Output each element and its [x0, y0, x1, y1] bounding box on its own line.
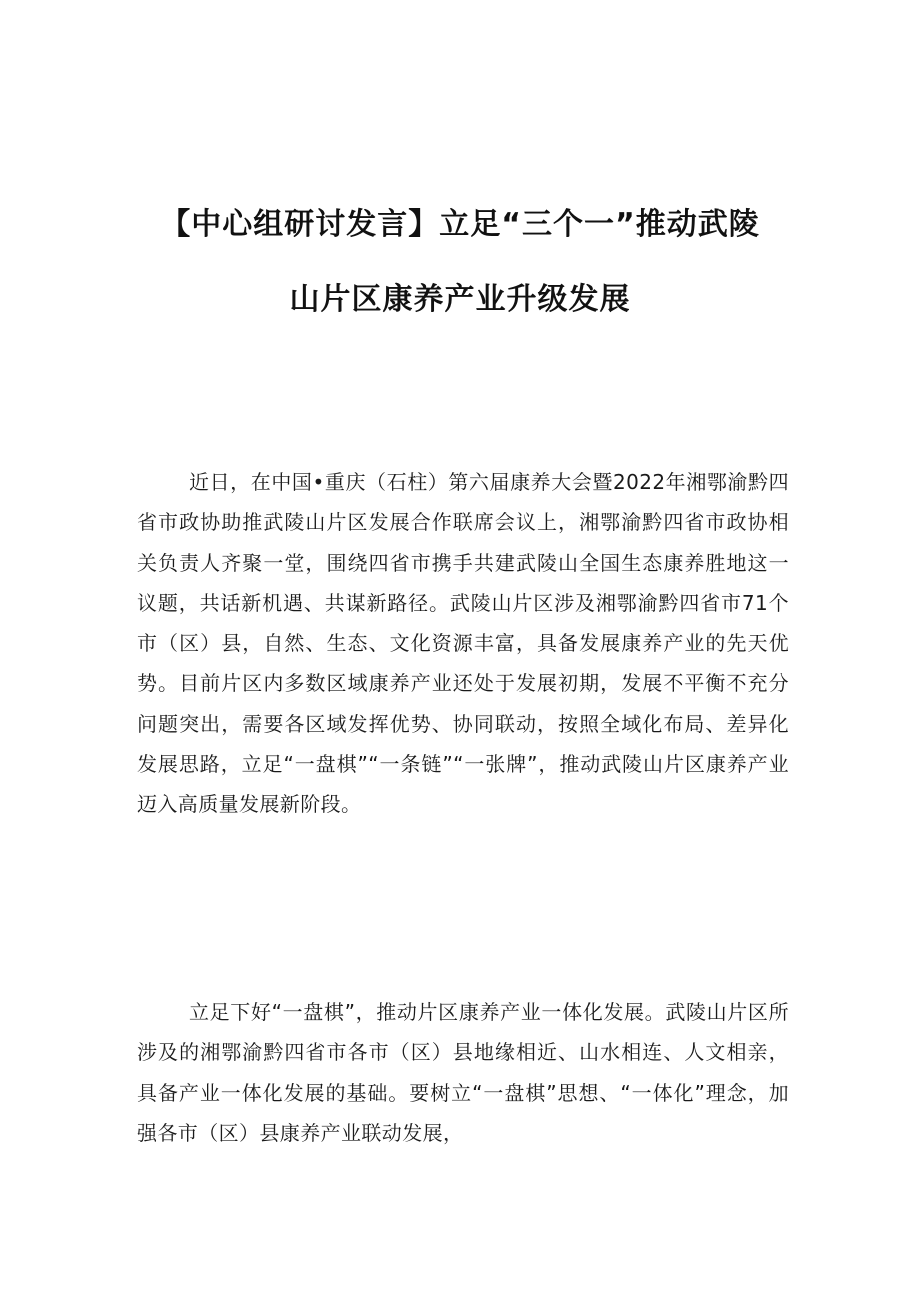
- document-title-line-1: 【中心组研讨发言】立足“三个一”推动武陵: [160, 207, 760, 242]
- document-title-line-2: 山片区康养产业升级发展: [289, 282, 631, 317]
- body-paragraph-1: 近日，在中国•重庆（石柱）第六届康养大会暨2022年湘鄂渝黔四省市政协助推武陵山片区发展合作联席会议上，湘鄂渝黔四省市政协相关负责人齐聚一堂，围绕四省市携手共建武陵山全国生态康养胜地这一议题，共话新机遇、共谋新路径。武陵山片区涉及湘鄂渝黔四省市71个市（区）县，自然、生态、文化资源丰富，具备发展康养产业的先天优势。目前片区内多数区域康养产业还处于发展初期，发展不平衡不充分问题突出，需要各区域发挥优势、协同联动，按照全域化布局、差异化发展思路，立足“一盘棋”“一条链”“一张牌”，推动武陵山片区康养产业迈入高质量发展新阶段。: [137, 470, 789, 817]
- body-paragraph-2: 立足下好“一盘棋”，推动片区康养产业一体化发展。武陵山片区所涉及的湘鄂渝黔四省市各市（区）县地缘相近、山水相连、人文相亲，具备产业一体化发展的基础。要树立“一盘棋”思想、“一体化”理念，加强各市（区）县康养产业联动发展，: [137, 1000, 789, 1145]
